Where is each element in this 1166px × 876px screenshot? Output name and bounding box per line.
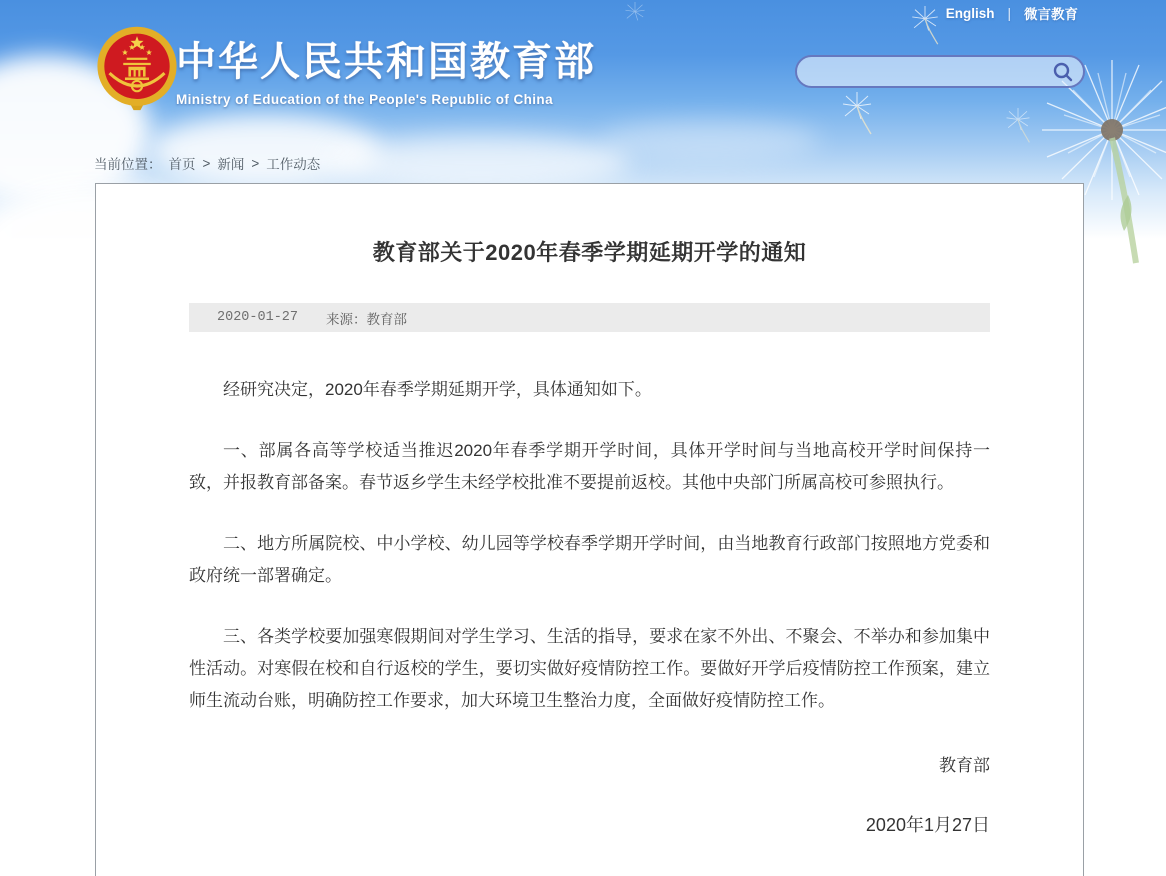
breadcrumb-item-home[interactable]: 首页 [168, 157, 196, 172]
article-signature: 教育部 [939, 756, 990, 775]
top-links-divider: | [1007, 5, 1011, 21]
dandelion-seed-icon [905, 6, 945, 46]
search-box [795, 55, 1085, 88]
article-signature-date: 2020年1月27日 [865, 815, 990, 835]
article-title: 教育部关于2020年春季学期延期开学的通知 [372, 240, 807, 265]
breadcrumb-label: 当前位置： [94, 157, 162, 172]
breadcrumb-item-work-updates[interactable]: 工作动态 [266, 157, 321, 172]
dandelion-seed-icon [835, 92, 879, 136]
article-paragraph: 二、地方所属院校、中小学校、幼儿园等学校春季学期开学时间，由当地教育行政部门按照地方党委和政府统一部署确定。 [189, 534, 990, 585]
national-emblem-icon [94, 23, 180, 113]
search-icon [1052, 61, 1074, 83]
article-paragraph: 一、部属各高等学校适当推迟2020年春季学期开学时间，具体开学时间与当地高校开学时间保持一致，并报教育部备案。春节返乡学生未经学校批准不要提前返校。其他中央部门所属高校可参照执行。 [189, 441, 990, 492]
english-link[interactable]: English [945, 5, 995, 21]
cloud-decoration [600, 120, 820, 160]
search-input[interactable] [797, 57, 1049, 86]
site-title: 中华人民共和国教育部 [176, 40, 596, 84]
breadcrumb-separator: > [202, 155, 211, 171]
article-source: 来源：教育部 [326, 311, 408, 327]
breadcrumb-separator: > [251, 155, 260, 171]
article-date: 2020-01-27 [217, 310, 299, 325]
site-subtitle-english: Ministry of Education of the People's Republic of China [176, 92, 553, 107]
breadcrumb-item-news[interactable]: 新闻 [217, 157, 245, 172]
header-top-links [946, 3, 1078, 23]
article-paragraph: 三、各类学校要加强寒假期间对学生学习、生活的指导，要求在家不外出、不聚会、不举办和参加集中性活动。对寒假在校和自行返校的学生，要切实做好疫情防控工作。要做好开学后疫情防控工作预案，建立师生流动台账，明确防控工作要求，加大环境卫生整治力度，全面做好疫情防控工作。 [189, 627, 990, 710]
article-content-panel [95, 183, 1084, 876]
article-meta-bar [189, 303, 990, 332]
article-paragraph: 经研究决定，2020年春季学期延期开学，具体通知如下。 [223, 380, 652, 399]
search-button[interactable] [1049, 57, 1083, 86]
dandelion-seed-icon [1000, 108, 1036, 144]
cloud-decoration [330, 135, 630, 190]
breadcrumb [94, 153, 320, 173]
dandelion-seed-icon [620, 2, 650, 32]
site-branding [176, 30, 596, 107]
weiyan-jiaoyu-link[interactable]: 微言教育 [1024, 7, 1078, 22]
article-body [189, 374, 990, 717]
